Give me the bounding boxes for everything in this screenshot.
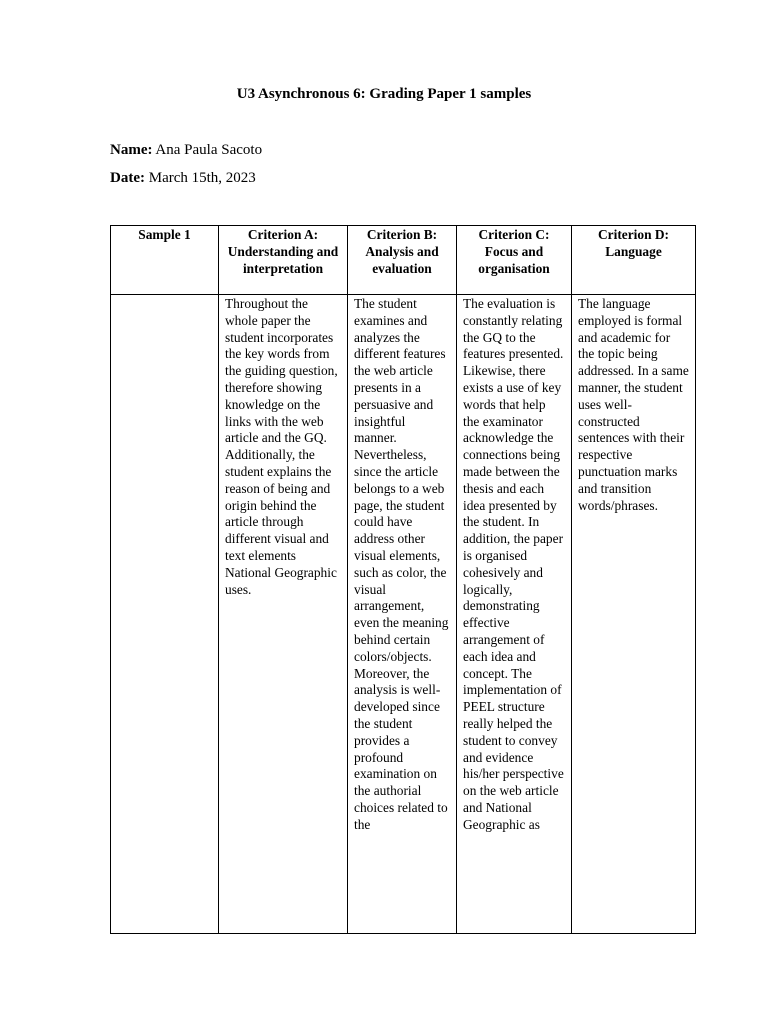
date-value: March 15th, 2023	[148, 170, 256, 186]
grading-table	[110, 225, 696, 934]
name-label: Name:	[110, 142, 153, 158]
cell-criterion-d-text: The language employed is formal and academic for the topic being addressed. In a same manner, the student uses well-constructed sentences with their respective punctuation marks and transition words/phrases.	[578, 296, 689, 513]
cell-sample	[111, 295, 219, 934]
cell-criterion-a-text: Throughout the whole paper the student incorporates the key words from the guiding question, therefore showing knowledge on the links with the web article and the GQ. Additionally, the student explains the reason of being and origin behind the article through different visual and text elements National Geographic uses.	[225, 296, 338, 597]
header-criterion-c: Criterion C: Focus and organisation	[457, 226, 572, 295]
name-line	[110, 142, 262, 159]
table-header-row	[111, 226, 696, 295]
header-criterion-d: Criterion D: Language	[572, 226, 696, 295]
header-criterion-b: Criterion B: Analysis and evaluation	[348, 226, 457, 295]
header-sample: Sample 1	[111, 226, 219, 295]
name-value: Ana Paula Sacoto	[155, 142, 263, 158]
header-criterion-a: Criterion A: Understanding and interpretation	[219, 226, 348, 295]
document-title: U3 Asynchronous 6: Grading Paper 1 samples	[236, 86, 532, 102]
cell-criterion-c	[457, 295, 572, 934]
cell-criterion-c-text: The evaluation is constantly relating the GQ to the features presented. Likewise, there exists a use of key words that help the examinator acknowledge the connections being made between the thesis and each idea presented by the student. In addition, the paper is organised cohesively and logically, demonstrating effective arrangement of each idea and concept. The implementation of PEEL structure really helped the student to convey and evidence his/her perspective on the web article and National Geographic as	[463, 296, 564, 832]
cell-criterion-a	[219, 295, 348, 934]
table-row	[111, 295, 696, 934]
cell-criterion-b	[348, 295, 457, 934]
cell-criterion-b-text: The student examines and analyzes the different features the web article presents in a persuasive and insightful manner. Nevertheless, since the article belongs to a web page, the student could have address other visual elements, such as color, the visual arrangement, even the meaning behind certain colors/objects. Moreover, the analysis is well-developed since the student provides a profound examination on the authorial choices related to the	[354, 296, 449, 832]
cell-criterion-d	[572, 295, 696, 934]
date-line	[110, 170, 256, 187]
date-label: Date:	[110, 170, 145, 186]
cell-sample-text	[117, 296, 212, 932]
